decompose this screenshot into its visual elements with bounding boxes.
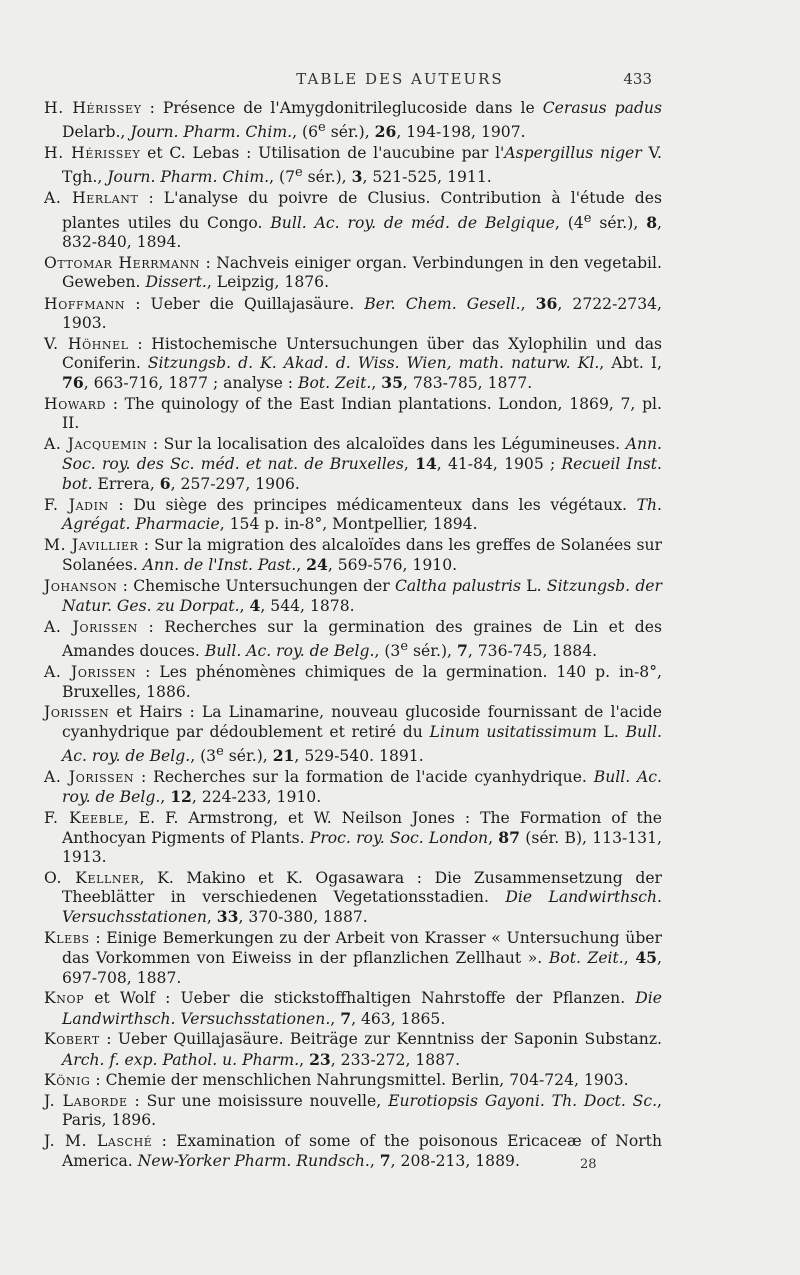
entry-text: , 208-213, 1889.: [390, 1152, 520, 1171]
entry-volume: 36: [535, 293, 558, 313]
entry-volume: 8: [646, 212, 658, 232]
entry-text: : Examination of some of the poisonous Ericaceæ of North America.: [62, 1132, 662, 1171]
entry-text: sér.),: [223, 746, 273, 765]
entry-text: , Leipzig, 1876.: [206, 272, 330, 291]
entry-text: , Abt. I,: [599, 353, 662, 372]
entry-text: ,: [488, 828, 499, 847]
entry-title-italic: Die Landwirthsch. Versuchsstationen: [62, 888, 662, 927]
entry-text: : Recherches sur la germination des graines de Lin et des Amandes douces.: [62, 618, 662, 661]
index-entry: [44, 395, 662, 433]
index-entry: [44, 989, 662, 1028]
entry-text: , 463, 1865.: [351, 1009, 446, 1028]
entry-volume: 24: [306, 555, 328, 575]
entry-text: , 521-525, 1911.: [362, 168, 492, 187]
index-entry: [44, 335, 662, 394]
index-entry: [44, 663, 662, 701]
entry-volume: 7: [379, 1151, 391, 1171]
entry-text: , 569-576, 1910.: [327, 556, 458, 575]
entry-author: König: [44, 1071, 91, 1090]
entry-title-italic: New-Yorker Pharm. Rundsch.: [137, 1152, 370, 1171]
entry-author: A. Jorissen: [44, 767, 135, 786]
entry-text: , 370-380, 1887.: [238, 908, 368, 927]
entry-title-italic: Ann. de l'Inst. Past.: [142, 556, 297, 575]
entry-text: , 697-708, 1887.: [62, 949, 662, 987]
entry-text: : Présence de l'Amygdonitrileglucoside dans le: [141, 99, 543, 117]
entry-text: : Sur la localisation des alcaloïdes dans les Légumineuses.: [147, 434, 626, 453]
entry-text: Errera,: [92, 475, 160, 494]
entry-text: , Paris, 1896.: [62, 1092, 662, 1130]
entry-text: et Hairs : La Linamarine, nouveau glucoside fournissant de l'acide cyanhydrique par dédoublement et retiré du: [62, 703, 662, 741]
entry-title-italic: Th. Agrégat. Pharmacie: [62, 496, 662, 534]
entry-author: J. M. Lasché: [44, 1132, 153, 1151]
entry-text: ,: [623, 949, 636, 968]
entry-author: A. Jacquemin: [44, 434, 148, 453]
index-entry: [44, 144, 662, 188]
entry-title-italic: Caltha palustris: [394, 577, 522, 596]
entry-volume: 14: [415, 454, 437, 474]
entry-text: V. Tgh.,: [62, 144, 662, 187]
entry-title-italic: Recueil Inst. bot.: [62, 455, 663, 494]
entry-volume: 6: [159, 474, 171, 494]
entry-title-italic: Bot. Zeit.: [548, 949, 624, 968]
running-header: [0, 70, 800, 94]
entry-title-italic: Bull. Ac. roy. de Belg.: [204, 642, 375, 661]
index-entry: [44, 809, 662, 868]
entry-title-italic: Ber. Chem. Gesell.: [364, 294, 521, 313]
entry-text: , 783-785, 1877.: [402, 374, 533, 393]
entry-title-italic: Journ. Pharm. Chim.: [130, 123, 293, 142]
entry-volume: 21: [272, 745, 295, 765]
entry-author: Jorissen: [44, 703, 110, 722]
entry-title-italic: Ann. Soc. roy. des Sc. méd. et nat. de Bruxelles: [62, 434, 662, 474]
entry-text: sér.),: [325, 123, 375, 142]
entry-text: ,: [160, 787, 171, 806]
entry-title-italic: Bot. Zeit.: [298, 374, 372, 393]
entry-text: e: [400, 639, 409, 655]
entry-text: , 194-198, 1907.: [396, 123, 526, 142]
index-entry: [44, 1132, 662, 1171]
entry-text: et Wolf : Ueber die stickstoffhaltigen Nahrstoffe der Pflanzen.: [84, 989, 636, 1008]
entry-text: , 736-745, 1884.: [467, 642, 598, 661]
index-entry: [44, 435, 662, 495]
entry-volume: 35: [381, 373, 403, 393]
entry-text: sér.),: [302, 168, 352, 187]
header-title: TABLE DES AUTEURS: [296, 70, 504, 88]
entry-text: ,: [403, 455, 416, 474]
entry-text: , 233-272, 1887.: [330, 1050, 461, 1069]
entry-author: A. Herlant: [44, 189, 139, 208]
entry-text: : Ueber die Quillajasäure.: [125, 294, 365, 313]
entry-text: e: [583, 210, 592, 226]
entry-author: M. Javillier: [44, 536, 139, 555]
entry-text: : Du siège des principes médicamenteux dans les végétaux.: [108, 496, 637, 515]
entry-text: ,: [239, 597, 250, 616]
entry-author: Johanson: [44, 577, 118, 596]
entry-title-italic: Bull. Ac. roy. de méd. de Belgique: [270, 213, 555, 232]
entry-text: sér.),: [408, 642, 457, 661]
entry-author: F. Keeble: [44, 808, 124, 827]
entry-text: , 529-540. 1891.: [294, 746, 424, 765]
entry-author: Howard: [44, 394, 107, 413]
entry-text: et C. Lebas : Utilisation de l'aucubine par l': [140, 144, 505, 163]
index-entry: [44, 869, 662, 928]
entry-volume: 23: [309, 1049, 331, 1069]
entry-title-italic: Sitzungsb. der Natur. Ges. zu Dorpat.: [62, 577, 662, 616]
author-index-list: [44, 99, 662, 1173]
entry-volume: 7: [340, 1008, 352, 1028]
index-entry: [44, 189, 662, 252]
entry-text: L.: [521, 577, 547, 596]
entry-author: Hoffmann: [44, 294, 126, 313]
entry-volume: 45: [635, 948, 658, 968]
entry-volume: 3: [351, 167, 363, 187]
entry-text: ,: [520, 294, 536, 313]
index-entry: [44, 703, 662, 766]
index-entry: [44, 768, 662, 807]
entry-text: , 663-716, 1877 ; analyse :: [83, 374, 299, 393]
entry-text: ,: [330, 1009, 341, 1028]
entry-author: V. Höhnel: [44, 334, 129, 353]
entry-volume: 26: [374, 122, 397, 142]
entry-text: ,: [371, 374, 382, 393]
entry-title-italic: Th. Doct. Sc.: [551, 1092, 658, 1111]
entry-title-italic: Bull. Ac. roy. de Belg.: [62, 722, 662, 765]
entry-text: : L'analyse du poivre de Clusius. Contribution à l'étude des plantes utiles du Congo.: [62, 189, 663, 232]
page-number: 433: [623, 70, 652, 88]
entry-author: Knop: [44, 989, 85, 1008]
entry-text: : The quinology of the East Indian plantations. London, 1869, 7, pl. II.: [62, 394, 662, 433]
entry-title-italic: Dissert.: [145, 272, 207, 291]
entry-volume: 87: [498, 827, 520, 847]
index-entry: [44, 577, 662, 616]
entry-text: ,: [299, 1050, 310, 1069]
entry-text: Delarb.,: [62, 123, 131, 142]
entry-text: sér.),: [591, 213, 647, 232]
index-entry: [44, 254, 662, 292]
entry-text: e: [318, 120, 326, 136]
entry-author: A. Jorissen: [44, 618, 138, 637]
index-entry: [44, 618, 662, 662]
index-entry: [44, 1071, 662, 1090]
entry-text: , (3: [190, 746, 217, 765]
entry-text: : Chemie der menschlichen Nahrungsmittel. Berlin, 704-724, 1903.: [90, 1071, 629, 1090]
entry-title-italic: Cerasus padus: [542, 99, 662, 117]
entry-title-italic: Proc. roy. Soc. London: [309, 828, 489, 847]
entry-title-italic: Journ. Pharm. Chim.: [107, 168, 270, 187]
entry-text: , 2722-2734, 1903.: [62, 294, 662, 332]
entry-text: : Recherches sur la formation de l'acide cyanhydrique.: [134, 767, 594, 786]
entry-text: , (4: [554, 213, 584, 232]
entry-text: , 544, 1878.: [260, 597, 355, 616]
entry-volume: 7: [456, 641, 468, 661]
index-entry: [44, 536, 662, 575]
entry-title-italic: Sitzungsb. d. K. Akad. d. Wiss. Wien, math. naturw. Kl.: [147, 353, 600, 372]
entry-text: , E. F. Armstrong, et W. Neilson Jones : The Formation of the Anthocyan Pigments of Plants.: [62, 808, 662, 847]
entry-text: ,: [206, 908, 217, 927]
index-entry: [44, 929, 662, 988]
index-entry: [44, 496, 662, 534]
entry-title-italic: Aspergillus niger: [504, 144, 642, 163]
entry-text: , 41-84, 1905 ;: [436, 455, 562, 474]
entry-text: , 154 p. in-8°, Montpellier, 1894.: [219, 515, 478, 534]
entry-text: , (6: [292, 123, 319, 142]
entry-author: H. Hérissey: [44, 99, 142, 117]
entry-text: , 224-233, 1910.: [191, 787, 322, 806]
entry-text: : Ueber Quillajasäure. Beiträge zur Kenntniss der Saponin Substanz.: [99, 1030, 662, 1049]
entry-author: J. Laborde: [44, 1092, 128, 1111]
entry-author: O. Kellner: [44, 868, 140, 887]
entry-author: H. Hérissey: [44, 144, 141, 163]
signature-mark: 28: [580, 1157, 597, 1172]
entry-author: Ottomar Herrmann: [44, 253, 200, 272]
entry-text: e: [295, 165, 303, 181]
entry-text: L.: [596, 722, 626, 741]
entry-text: , (7: [269, 168, 296, 187]
entry-text: , 832-840, 1894.: [62, 213, 663, 251]
entry-text: , 257-297, 1906.: [170, 475, 300, 494]
index-entry: [44, 99, 662, 143]
entry-volume: 76: [62, 373, 84, 393]
entry-author: A. Jorissen: [44, 663, 137, 682]
entry-text: (sér. B), 113-131, 1913.: [62, 828, 662, 867]
entry-volume: 4: [249, 596, 261, 616]
entry-text: .: [539, 1092, 552, 1111]
entry-text: : Einige Bemerkungen zu der Arbeit von Krasser « Untersuchung über das Vorkommen von Eiweiss in der pflanzlichen Zellhaut ».: [62, 929, 662, 968]
entry-author: Klebs: [44, 929, 90, 948]
entry-author: Kobert: [44, 1030, 100, 1049]
entry-text: e: [216, 743, 224, 759]
index-entry: [44, 1030, 662, 1069]
entry-text: : Chemische Untersuchungen der: [117, 577, 395, 596]
index-entry: [44, 1092, 662, 1130]
entry-text: : Les phénomènes chimiques de la germination. 140 p. in-8°, Bruxelles, 1886.: [62, 663, 662, 701]
entry-text: : Sur la migration des alcaloïdes dans les greffes de Solanées sur Solanées.: [62, 536, 662, 575]
entry-text: ,: [296, 556, 307, 575]
entry-text: , (3: [374, 642, 401, 661]
index-entry: [44, 294, 662, 333]
entry-title-italic: Eurotiopsis Gayoni: [388, 1092, 540, 1111]
entry-author: F. Jadin: [44, 496, 109, 515]
entry-text: ,: [369, 1152, 380, 1171]
entry-title-italic: Die Landwirthsch. Versuchsstationen.: [62, 989, 662, 1028]
entry-text: : Histochemische Untersuchungen über das Xylophilin und das Coniferin.: [62, 334, 662, 372]
entry-text: : Sur une moisissure nouvelle,: [127, 1092, 389, 1111]
entry-text: , K. Makino et K. Ogasawara : Die Zusammensetzung der Theeblätter in verschiedenen Vegetationsstadien.: [62, 868, 662, 907]
entry-volume: 12: [170, 786, 192, 806]
entry-text: : Nachveis einiger organ. Verbindungen in den vegetabil. Geweben.: [62, 253, 662, 291]
entry-title-italic: Arch. f. exp. Pathol. u. Pharm.: [62, 1050, 300, 1069]
entry-title-italic: Linum usitatissimum: [429, 722, 597, 741]
entry-title-italic: Bull. Ac. roy. de Belg.: [62, 767, 662, 806]
entry-volume: 33: [216, 907, 239, 927]
